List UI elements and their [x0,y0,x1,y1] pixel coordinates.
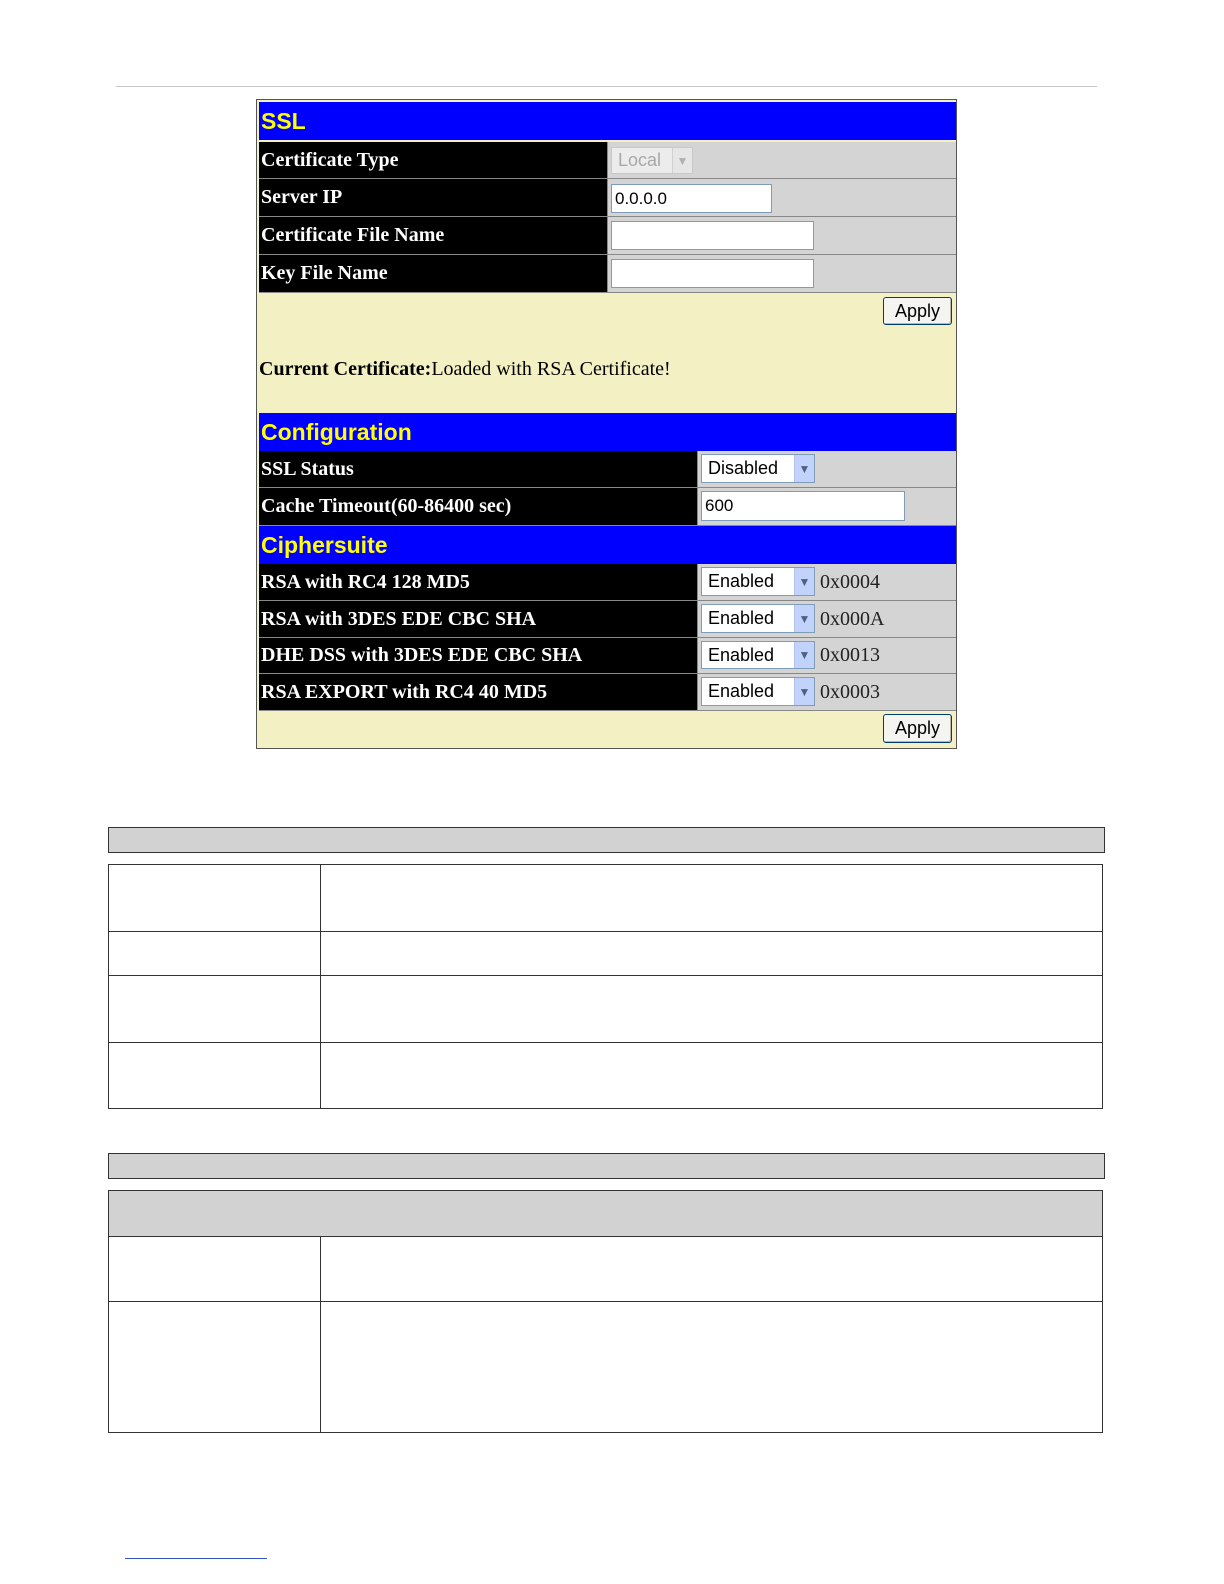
cipher-status-value: Enabled [708,571,775,591]
cipher-label: RSA EXPORT with RC4 40 MD5 [259,674,697,710]
cipher-code: 0x000A [820,608,885,630]
table-one [108,864,1103,1109]
cipher-code: 0x0013 [820,644,880,666]
cache-timeout-cell [697,488,956,525]
key-file-name-label: Key File Name [259,255,607,292]
certificate-file-name-label: Certificate File Name [259,217,607,254]
table-row [109,932,1102,976]
footer-link-underline [125,1558,267,1559]
configuration-section-header [259,413,956,451]
certificate-type-value: Local [618,150,662,170]
chevron-down-icon: ▼ [672,148,692,173]
table-row [109,1302,1102,1432]
table-two-subheader [109,1191,1102,1237]
server-ip-row [259,179,956,217]
server-ip-input[interactable]: 0.0.0.0 [611,184,772,213]
ciphersuite-section-header [259,526,956,564]
current-certificate-value: Loaded with RSA Certificate! [431,358,671,380]
table-one-header-bar [108,827,1105,853]
certificate-type-select[interactable] [611,147,693,174]
cipher-status-value: Enabled [708,681,775,701]
ssl-section-header [259,102,956,140]
cipher-row [259,674,956,711]
ciphersuite-apply-button[interactable]: Apply [883,714,952,743]
ciphersuite-section-title: Ciphersuite [261,531,388,558]
cipher-row [259,564,956,601]
cache-timeout-input[interactable]: 600 [701,491,905,521]
cache-timeout-label: Cache Timeout(60-86400 sec) [259,488,697,525]
cipher-cell [697,564,956,600]
cipher-row [259,601,956,638]
certificate-type-row [259,142,956,179]
table-row [109,976,1102,1043]
ssl-section-title: SSL [261,107,306,134]
cipher-status-select[interactable] [701,567,815,596]
page-header-rule [116,86,1097,87]
ssl-status-label: SSL Status [259,451,697,487]
certificate-file-name-input[interactable] [611,221,814,250]
current-certificate-text [259,358,671,381]
chevron-down-icon: ▼ [794,605,814,632]
ssl-apply-button[interactable]: Apply [883,297,952,325]
cipher-code: 0x0003 [820,681,880,703]
certificate-type-label: Certificate Type [259,142,607,178]
cipher-status-select[interactable] [701,641,815,669]
cipher-label: RSA with 3DES EDE CBC SHA [259,601,697,637]
cipher-cell [697,638,956,673]
cipher-cell [697,601,956,637]
ssl-status-cell [697,451,956,487]
ssl-status-select[interactable] [701,454,815,483]
cipher-status-select[interactable] [701,604,815,633]
configuration-section-title: Configuration [261,418,412,445]
certificate-type-cell [607,142,956,178]
chevron-down-icon: ▼ [794,678,814,705]
chevron-down-icon: ▼ [794,642,814,668]
key-file-name-input[interactable] [611,259,814,288]
table-row [109,1043,1102,1108]
cipher-row [259,638,956,674]
table-row [109,865,1102,932]
table-two-header-bar [108,1153,1105,1179]
certificate-file-name-row [259,217,956,255]
certificate-file-name-cell [607,217,956,254]
cipher-label: RSA with RC4 128 MD5 [259,564,697,600]
chevron-down-icon: ▼ [794,568,814,595]
cipher-cell [697,674,956,710]
ssl-panel [256,99,957,749]
cipher-code: 0x0004 [820,571,880,593]
key-file-name-cell [607,255,956,292]
cipher-label: DHE DSS with 3DES EDE CBC SHA [259,638,697,673]
table-row [109,1237,1102,1302]
ssl-status-value: Disabled [708,458,779,478]
key-file-name-row [259,255,956,293]
table-two [108,1190,1103,1433]
chevron-down-icon: ▼ [794,455,814,482]
cipher-status-select[interactable] [701,677,815,706]
cipher-status-value: Enabled [708,644,775,665]
current-certificate-label: Current Certificate: [259,358,432,380]
cache-timeout-row [259,488,956,526]
cipher-status-value: Enabled [708,608,775,628]
server-ip-label: Server IP [259,179,607,216]
server-ip-cell [607,179,956,216]
ssl-status-row [259,451,956,488]
